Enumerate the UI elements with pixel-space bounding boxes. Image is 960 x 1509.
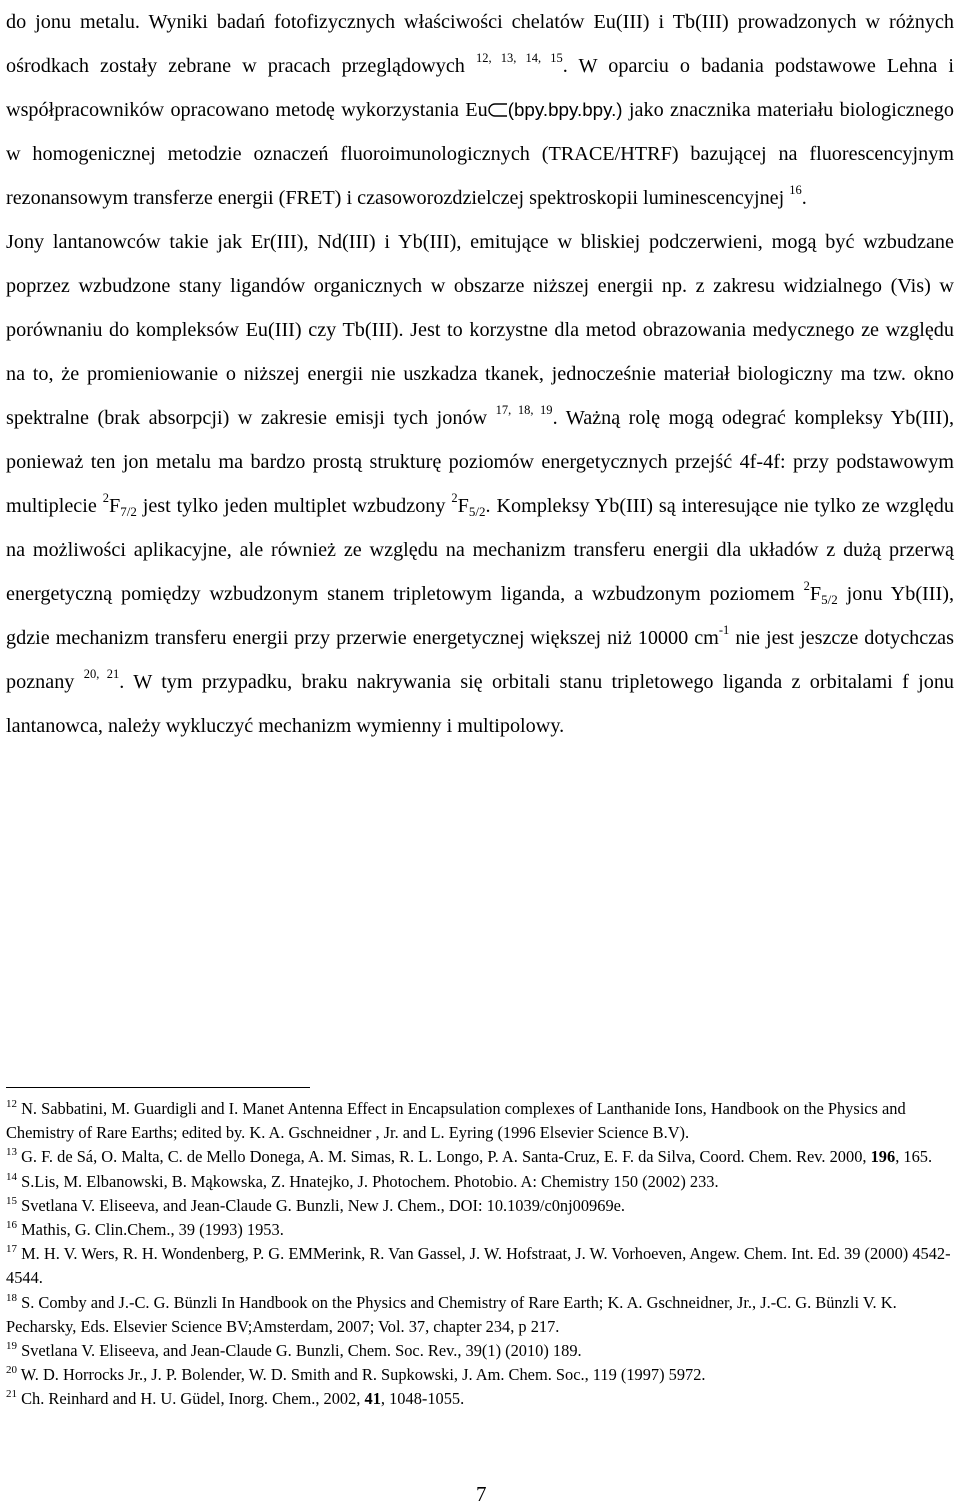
document-page [6,0,955,1506]
citation-ref[interactable]: 17, 18, 19 [495,403,553,417]
text-run: jest tylko jeden multiplet wzbudzony [136,495,452,517]
footnote-volume: 196 [870,1147,896,1167]
footnote-number: 16 [6,1219,17,1232]
footnote-text: G. F. de Sá, O. Malta, C. de Mello Donega, A. M. Simas, R. L. Longo, P. A. Santa-Cruz, E. F. da Silva, Coord. Chem. Rev. 2000, [17,1147,871,1167]
term-symbol: F [809,583,822,605]
term-superscript: 2 [102,491,109,505]
footnote-number: 18 [6,1291,17,1304]
text-run: do jonu metalu. Wyniki badań fotofizycznych właściwości chelatów Eu(III) i Tb(III) prowadzonych w różnych ośrodkach zostały zebrane w pracach przeglądowych [6,11,954,77]
citation-ref[interactable]: 16 [789,183,802,197]
footnote-text: S. Comby and J.-C. G. Bünzli In Handbook on the Physics and Chemistry of Rare Earth; K. A. Gschneidner, Jr., J.-C. G. Bünzli V. K. Pecharsky, Eds. Elsevier Science BV;Amsterdam, 2007; Vol. 37, chapter 234, p 217. [6,1292,897,1336]
footnote-16 [6,1218,954,1242]
footnote-number: 13 [6,1146,17,1159]
footnote-17 [6,1242,954,1290]
text-run: Jony lantanowców takie jak Er(III), Nd(III) i Yb(III), emitujące w bliskiej podczerwieni, mogą być wzbudzane poprzez wzbudzone stany ligandów organicznych w obszarze niższej energii np. z zakresu widzialnego (Vis) w porównaniu do kompleksów Eu(III) czy Tb(III). Jest to korzystne dla metod obrazowania medycznego ze względu na to, że promieniowanie o niższej energii nie uszkadza tkanek, jednocześnie materiał biologiczny ma tzw. okno spektralne (brak absorpcji) w zakresie emisji tych jonów [6,231,954,429]
footnote-12 [6,1097,954,1145]
paragraph-2 [6,220,954,748]
body-text [6,0,954,748]
citation-ref[interactable]: 12, 13, 14, 15 [475,51,563,65]
term-superscript: 2 [803,579,810,593]
footnote-20 [6,1363,954,1387]
footnote-divider [6,1087,310,1088]
footnote-text: S.Lis, M. Elbanowski, B. Mąkowska, Z. Hnatejko, J. Photochem. Photobio. A: Chemistry 150 (2002) 233. [17,1171,719,1191]
term-subscript: 7/2 [120,504,137,519]
footnote-13 [6,1145,954,1169]
footnote-number: 15 [6,1194,17,1207]
footnote-text: N. Sabbatini, M. Guardigli and I. Manet Antenna Effect in Encapsulation complexes of Lanthanide Ions, Handbook on the Physics and Chemistry of Rare Earths; edited by. K. A. Gschneidner , Jr. and L. Eyring (1996 Elsevier Science B.V). [6,1099,906,1143]
footnote-text: , 1048-1055. [380,1389,465,1409]
footnote-text: Ch. Reinhard and H. U. Güdel, Inorg. Chem., 2002, [17,1389,365,1409]
term-symbol: F [108,495,121,517]
term-subscript: 5/2 [468,504,486,519]
footnote-text: Mathis, G. Clin.Chem., 39 (1993) 1953. [17,1220,284,1240]
footnote-number: 19 [6,1340,17,1353]
footnote-text: W. D. Horrocks Jr., J. P. Bolender, W. D. Smith and R. Supkowski, J. Am. Chem. Soc., 119 (1997) 5972. [17,1365,706,1385]
footnote-number: 17 [6,1243,17,1256]
footnote-number: 21 [6,1388,17,1401]
footnote-text: Svetlana V. Eliseeva, and Jean-Claude G. Bunzli, Chem. Soc. Rev., 39(1) (2010) 189. [17,1341,582,1361]
footnote-number: 14 [6,1170,17,1183]
citation-ref[interactable]: 20, 21 [83,667,120,681]
footnotes [6,1097,954,1412]
term-superscript: 2 [451,491,458,505]
term-symbol: F [457,495,469,517]
term-subscript: 5/2 [821,592,838,607]
footnote-15 [6,1194,954,1218]
unit-exponent: -1 [718,623,730,637]
footnote-number: 12 [6,1098,17,1110]
footnote-text: Svetlana V. Eliseeva, and Jean-Claude G. Bunzli, New J. Chem., DOI: 10.1039/c0nj00969e. [17,1195,626,1215]
footnote-number: 20 [6,1364,17,1377]
footnote-text: M. H. V. Wers, R. H. Wondenberg, P. G. EMMerink, R. Van Gassel, J. W. Hofstraat, J. W. Vorhoeven, Angew. Chem. Int. Ed. 39 (2000) 4542-4544. [6,1244,951,1288]
text-run: . Ważną rolę mogą odegrać kompleksy Yb(III), ponieważ ten jon metalu ma bardzo prostą strukturę poziomów energetycznych przejść 4f-4f: przy podstawowym multiplecie [6,407,955,517]
footnote-21 [6,1387,954,1411]
text-run: . Kompleksy Yb(III) są interesujące nie tylko ze względu na możliwości aplikacyjne, ale również ze względu na mechanizm transferu energii dla układów z dużą przerwą energetyczną pomiędzy wzbudzonym stanem tripletowym liganda, a wzbudzonym poziomem [6,495,954,605]
ligand-formula: (bpy.bpy.bpy.) [507,99,623,120]
text-run: . [801,187,807,209]
text-run: nie jest jeszcze dotychczas poznany [6,627,954,693]
page-number: 7 [476,1482,487,1506]
text-run: jako znacznika materiału biologicznego w homogenicznej metodzie oznaczeń fluoroimunologicznych (TRACE/HTRF) bazującej na fluorescencyjnym rezonansowym transferze energii (FRET) i czasoworozdzielczej spektroskopii luminescencyjnej [6,99,954,209]
text-run: . W tym przypadku, braku nakrywania się orbitali stanu tripletowego liganda z orbitalami f jonu lantanowca, należy wykluczyć mechanizm wymienny i multipolowy. [6,671,955,737]
paragraph-1 [6,0,954,220]
footnote-18 [6,1291,954,1339]
text-run: jonu Yb(III), gdzie mechanizm transferu energii przy przerwie energetycznej większej niż 10000 cm [6,583,954,649]
footnote-19 [6,1339,954,1363]
footnote-text: , 165. [895,1147,933,1167]
footnote-14 [6,1170,954,1194]
footnote-volume: 41 [364,1389,381,1409]
subset-symbol-icon [488,103,508,117]
text-run: . W oparciu o badania podstawowe Lehna i współpracowników opracowano metodę wykorzystania Eu [6,55,955,121]
